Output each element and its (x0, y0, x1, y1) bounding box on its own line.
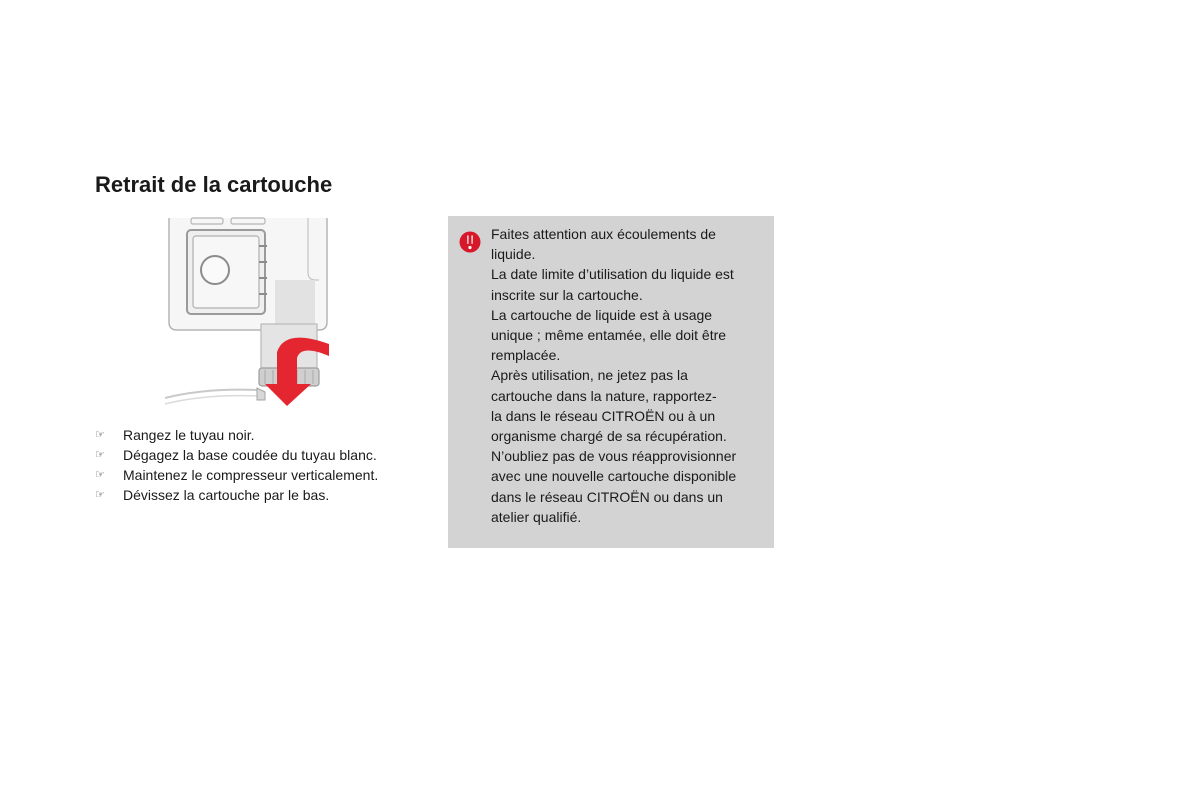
section-title: Retrait de la cartouche (95, 172, 333, 197)
list-item (95, 465, 378, 485)
warning-line: atelier qualifié. (491, 508, 582, 525)
cartridge-removal-illustration (165, 216, 340, 411)
pointing-hand-icon: ☞ (95, 489, 105, 501)
step-text: Maintenez le compresseur verticalement. (123, 467, 379, 483)
instruction-list (95, 425, 378, 505)
list-item (95, 425, 378, 445)
pointing-hand-icon: ☞ (95, 429, 105, 441)
warning-line: avec une nouvelle cartouche disponible (491, 468, 737, 485)
step-text: Dévissez la cartouche par le bas. (123, 487, 330, 503)
warning-line: unique ; même entamée, elle doit être (491, 327, 727, 344)
warning-line: remplacée. (491, 347, 561, 364)
warning-text (491, 224, 769, 527)
warning-line: Après utilisation, ne jetez pas la (491, 367, 688, 384)
warning-line: liquide. (491, 246, 536, 263)
step-text: Rangez le tuyau noir. (123, 427, 255, 443)
warning-line: la dans le réseau CITROËN ou à un (491, 407, 716, 424)
step-text: Dégagez la base coudée du tuyau blanc. (123, 447, 377, 463)
warning-box (448, 216, 774, 548)
warning-line: N’oubliez pas de vous réapprovisionner (491, 448, 737, 465)
warning-line: La cartouche de liquide est à usage (491, 306, 713, 323)
pointing-hand-icon: ☞ (95, 449, 105, 461)
list-item (95, 485, 378, 505)
warning-line: dans le réseau CITROËN ou dans un (491, 488, 723, 505)
warning-line: La date limite d’utilisation du liquide est (491, 266, 734, 283)
warning-line: cartouche dans la nature, rapportez- (491, 387, 717, 404)
exclamation-circle-icon (459, 231, 481, 253)
list-item (95, 445, 378, 465)
warning-line: inscrite sur la cartouche. (491, 286, 643, 303)
pointing-hand-icon: ☞ (95, 469, 105, 481)
warning-line: Faites attention aux écoulements de (491, 226, 716, 242)
warning-line: organisme chargé de sa récupération. (491, 428, 727, 445)
